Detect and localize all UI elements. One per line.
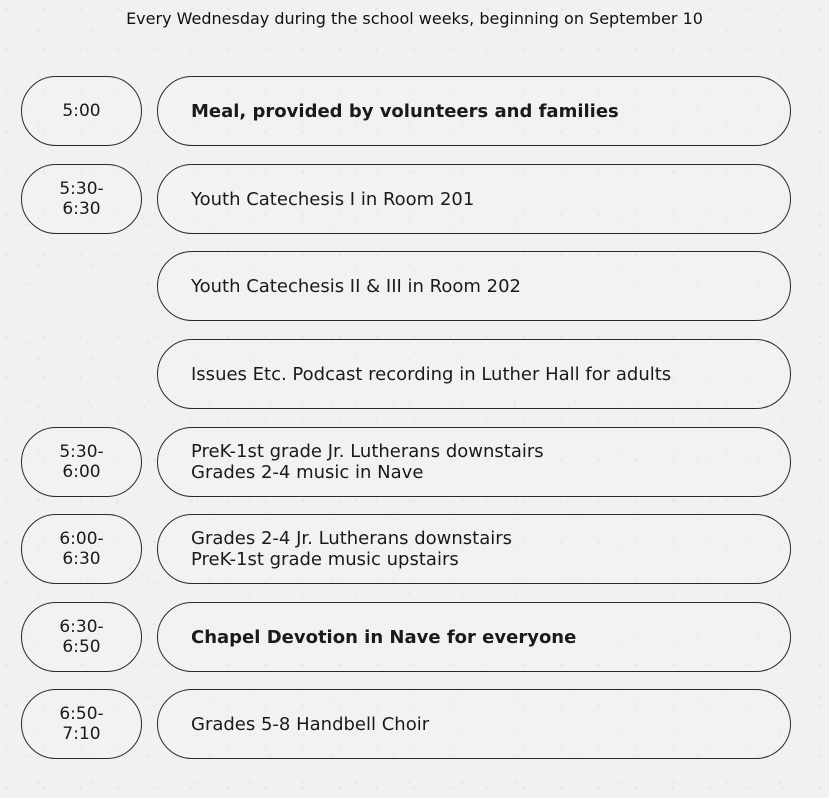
event-pill: Chapel Devotion in Nave for everyone bbox=[157, 602, 791, 672]
event-pill: Meal, provided by volunteers and families bbox=[157, 76, 791, 146]
schedule-header: Every Wednesday during the school weeks, beginning on September 10 bbox=[126, 9, 703, 28]
schedule-row-catechesis-2-3 bbox=[0, 251, 829, 321]
schedule-row-meal bbox=[0, 76, 829, 146]
event-pill: Youth Catechesis II & III in Room 202 bbox=[157, 251, 791, 321]
schedule-row-catechesis-1 bbox=[0, 164, 829, 234]
event-pill: Issues Etc. Podcast recording in Luther Hall for adults bbox=[157, 339, 791, 409]
schedule-row-chapel bbox=[0, 602, 829, 672]
event-pill: Youth Catechesis I in Room 201 bbox=[157, 164, 791, 234]
event-pill: PreK-1st grade Jr. Lutherans downstairs Grades 2-4 music in Nave bbox=[157, 427, 791, 497]
event-pill: Grades 5-8 Handbell Choir bbox=[157, 689, 791, 759]
schedule-row-handbell bbox=[0, 689, 829, 759]
time-pill: 5:30- 6:30 bbox=[21, 164, 142, 234]
time-pill: 6:00- 6:30 bbox=[21, 514, 142, 584]
time-pill: 6:30- 6:50 bbox=[21, 602, 142, 672]
schedule-row-jr-lutherans-grades bbox=[0, 514, 829, 584]
event-pill: Grades 2-4 Jr. Lutherans downstairs PreK-1st grade music upstairs bbox=[157, 514, 791, 584]
time-pill: 6:50- 7:10 bbox=[21, 689, 142, 759]
time-pill: 5:30- 6:00 bbox=[21, 427, 142, 497]
time-pill: 5:00 bbox=[21, 76, 142, 146]
schedule-row-jr-lutherans-prek bbox=[0, 427, 829, 497]
schedule-row-podcast bbox=[0, 339, 829, 409]
